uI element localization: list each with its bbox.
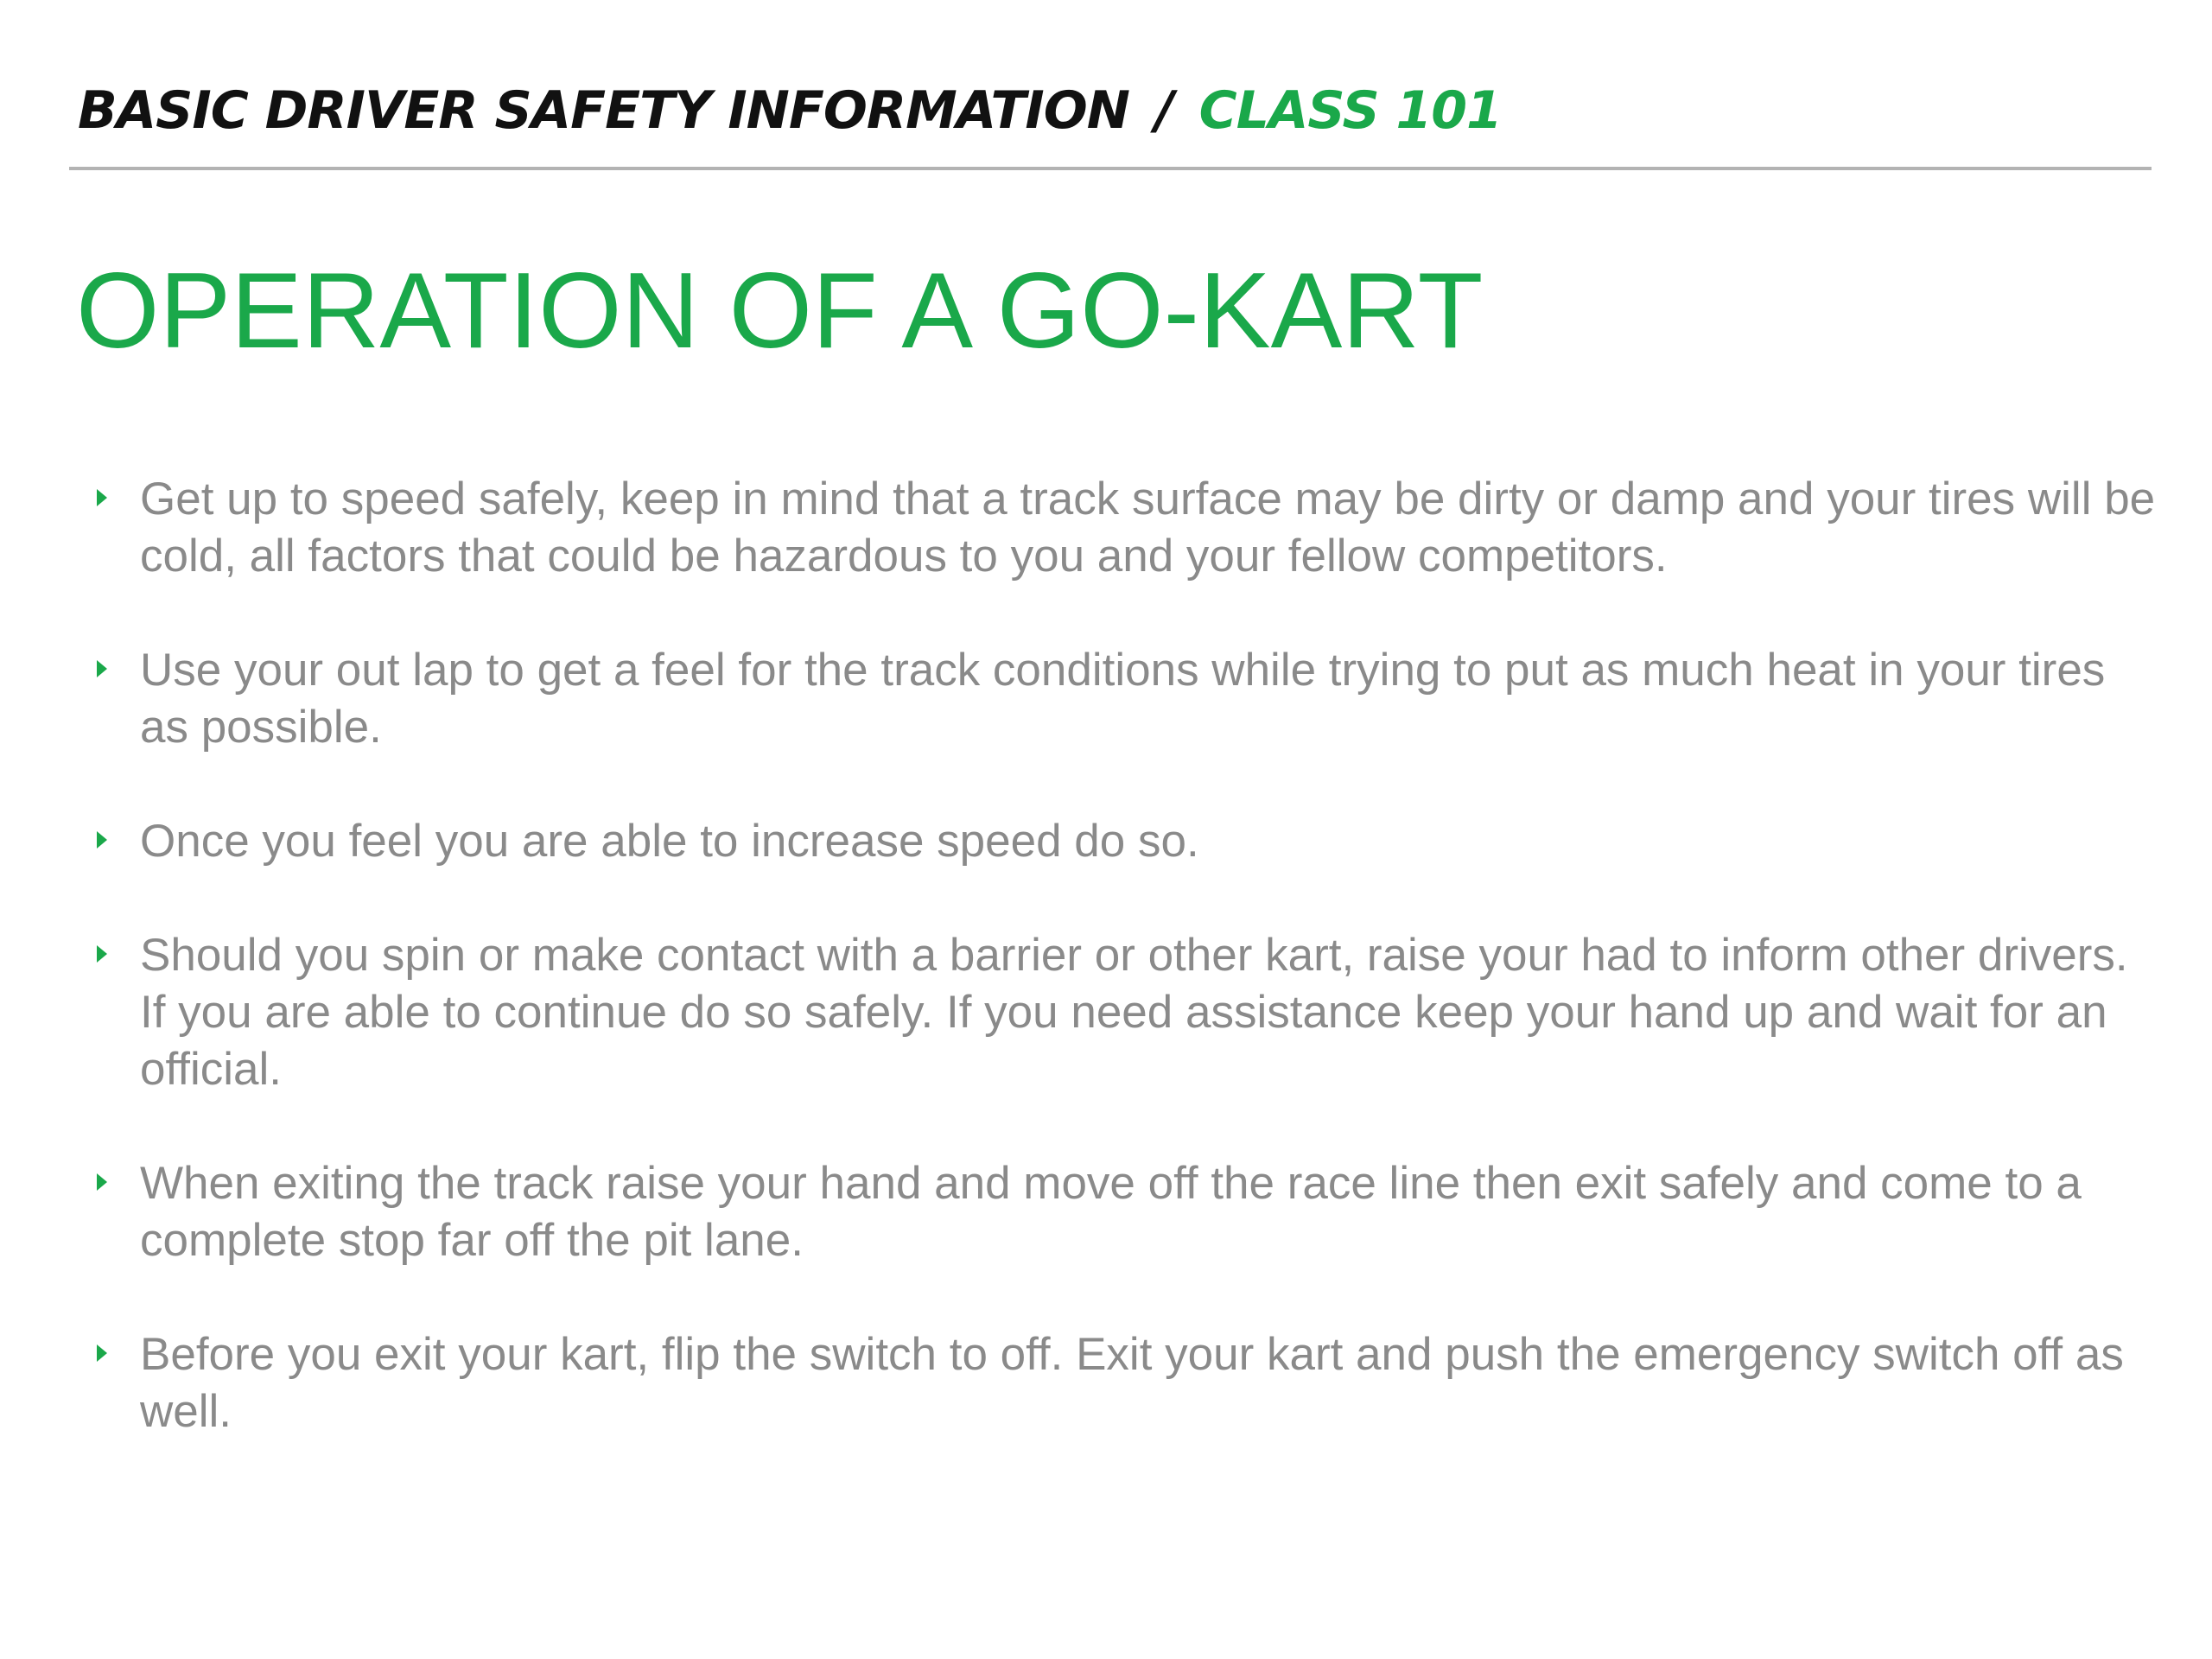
- bullet-list: [86, 471, 2160, 1497]
- bullet-text: Get up to speed safely, keep in mind that a track surface may be dirty or damp and your tires will be cold, all factors that could be hazardous to you and your fellow competitors.: [140, 474, 2156, 582]
- triangle-bullet-icon: [97, 831, 107, 849]
- list-item: [86, 471, 2160, 585]
- header-separator: /: [1154, 80, 1173, 141]
- bullet-text: Use your out lap to get a feel for the track conditions while trying to put as much heat in your tires as possible.: [140, 645, 2106, 753]
- list-item: [86, 927, 2160, 1098]
- triangle-bullet-icon: [97, 1173, 107, 1191]
- triangle-bullet-icon: [97, 1344, 107, 1362]
- triangle-bullet-icon: [97, 660, 107, 677]
- header-class-label: CLASS 101: [1198, 80, 1502, 141]
- triangle-bullet-icon: [97, 945, 107, 963]
- header-main-text: BASIC DRIVER SAFETY INFORMATION: [78, 80, 1129, 141]
- triangle-bullet-icon: [97, 489, 107, 506]
- list-item: [86, 642, 2160, 756]
- bullet-text: Once you feel you are able to increase speed do so.: [140, 816, 1199, 867]
- bullet-text: When exiting the track raise your hand and move off the race line then exit safely and come to a complete stop far off the pit lane.: [140, 1158, 2082, 1266]
- list-item: [86, 1326, 2160, 1440]
- list-item: [86, 813, 2160, 870]
- page-title: OPERATION OF A GO-KART: [76, 251, 1484, 371]
- bullet-text: Before you exit your kart, flip the switch to off. Exit your kart and push the emergency switch off as well.: [140, 1329, 2124, 1437]
- bullet-text: Should you spin or make contact with a barrier or other kart, raise your had to inform other drivers. If you are able to continue do so safely. If you need assistance keep your hand up and wait for an official.: [140, 930, 2128, 1095]
- list-item: [86, 1155, 2160, 1269]
- slide-header: [78, 76, 1502, 145]
- header-divider: [69, 167, 2152, 170]
